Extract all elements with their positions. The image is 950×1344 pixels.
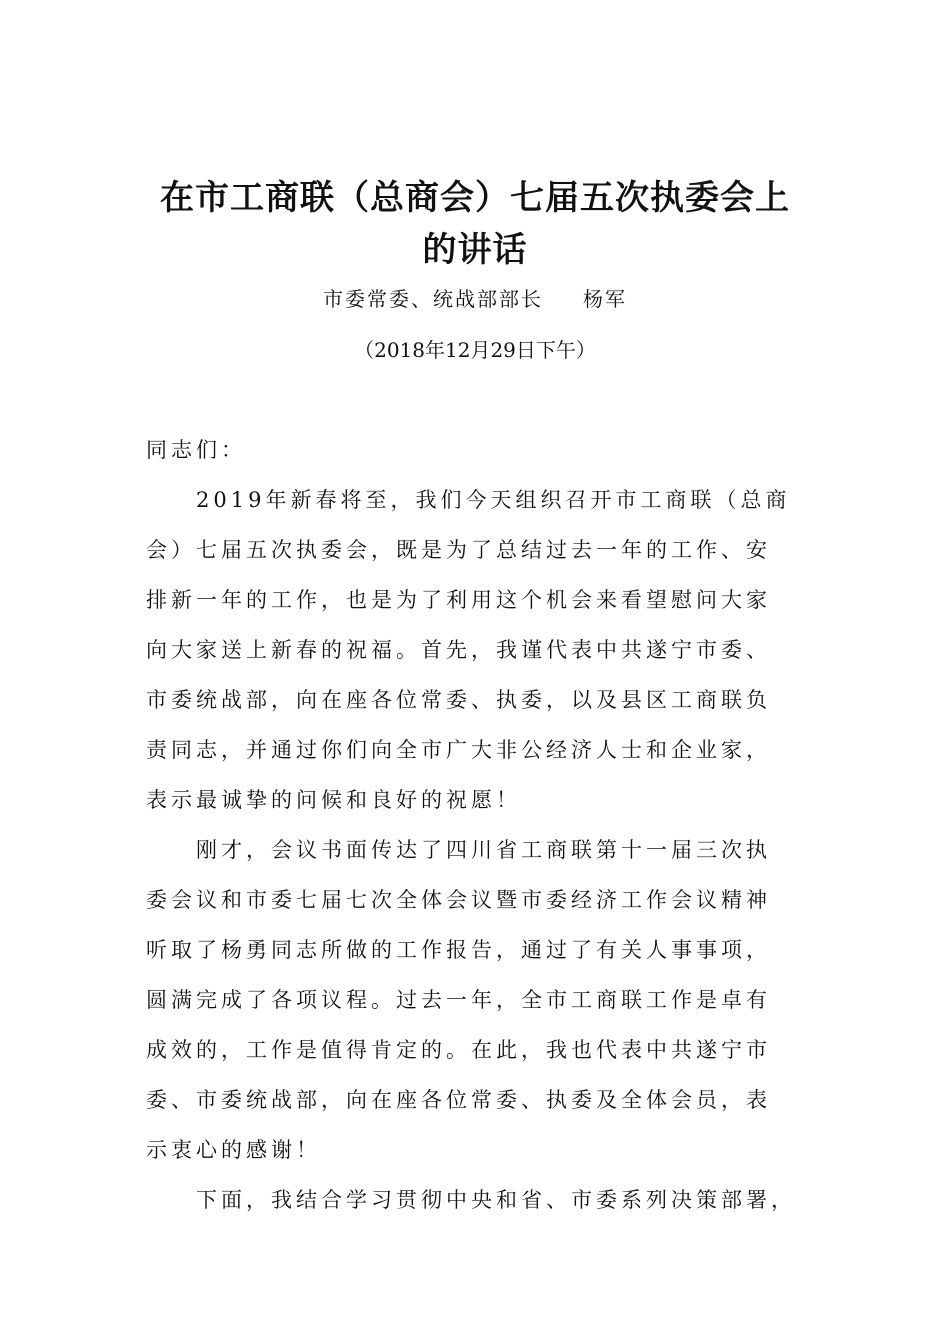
- author-line: [0, 282, 950, 316]
- body-line: 排新一年的工作，也是为了利用这个机会来看望慰问大家: [146, 588, 771, 612]
- document-title-line-2: 的讲话: [422, 230, 528, 270]
- author-role: 市委常委、统战部部长: [323, 287, 543, 311]
- greeting: 同志们：: [146, 438, 246, 462]
- document-title-line-1: 在市工商联（总商会）七届五次执委会上: [160, 178, 790, 218]
- author-name: 杨军: [583, 287, 627, 311]
- speech-date: （2018年12月29日下午）: [354, 338, 596, 362]
- body-line: 刚才，会议书面传达了四川省工商联第十一届三次执: [196, 838, 771, 862]
- body-line: 市委统战部，向在座各位常委、执委，以及县区工商联负: [146, 688, 771, 712]
- body-line: 责同志，并通过你们向全市广大非公经济人士和企业家，: [146, 738, 771, 762]
- body-line: 2019年新春将至，我们今天组织召开市工商联（总商: [196, 488, 791, 512]
- body-line: 成效的，工作是值得肯定的。在此，我也代表中共遂宁市: [146, 1038, 771, 1062]
- body-line: 委会议和市委七届七次全体会议暨市委经济工作会议精神: [146, 888, 771, 912]
- body-line: 向大家送上新春的祝福。首先，我谨代表中共遂宁市委、: [146, 638, 771, 662]
- body-line: 听取了杨勇同志所做的工作报告，通过了有关人事事项，: [146, 938, 771, 962]
- body-line: 会）七届五次执委会，既是为了总结过去一年的工作、安: [146, 538, 771, 562]
- body-line: 下面，我结合学习贯彻中央和省、市委系列决策部署，: [196, 1188, 796, 1212]
- body-line: 委、市委统战部，向在座各位常委、执委及全体会员，表: [146, 1088, 771, 1112]
- body-line: 表示最诚挚的问候和良好的祝愿！: [146, 788, 521, 812]
- body-line: 圆满完成了各项议程。过去一年，全市工商联工作是卓有: [146, 988, 771, 1012]
- body-line: 示衷心的感谢！: [146, 1138, 321, 1162]
